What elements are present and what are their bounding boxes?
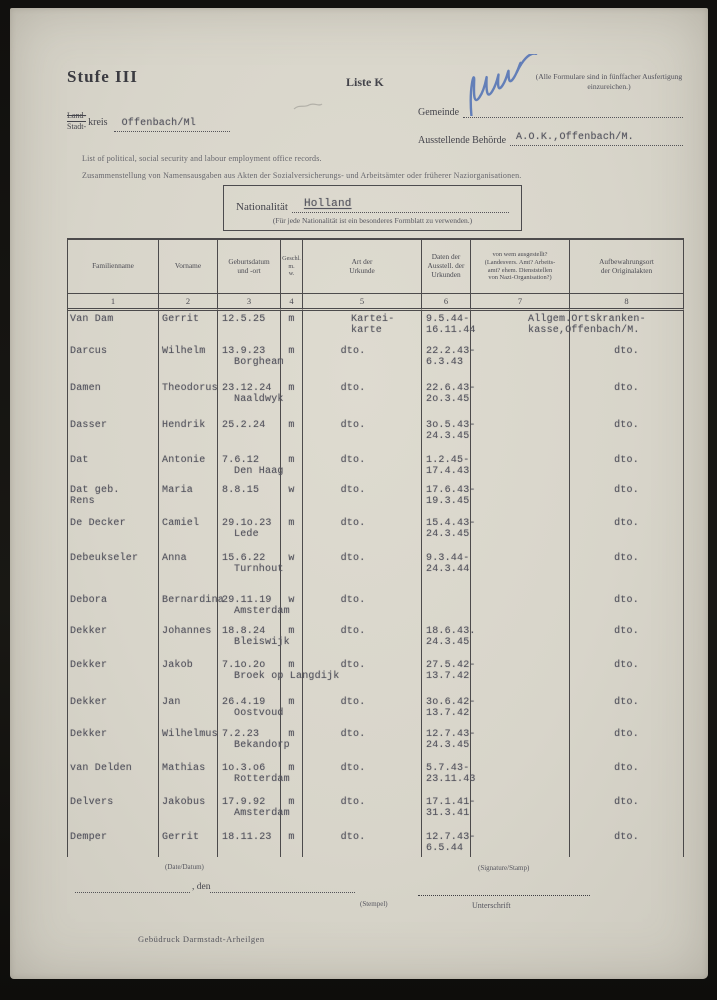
- column-number: 5: [303, 294, 422, 311]
- column-header: Geburtsdatum und -ort: [218, 240, 281, 294]
- cell-daten: 3o.6.42- 13.7.42: [422, 694, 471, 726]
- land-stadt-fraction: [67, 111, 86, 131]
- cell-daten: 15.4.43- 24.3.45: [422, 515, 471, 550]
- cell-geburtsdatum-ort: 18.11.23: [218, 829, 281, 857]
- cell-familienname: Damen: [68, 380, 159, 417]
- cell-familienname: Dekker: [68, 726, 159, 760]
- cell-art-der-urkunde: dto.: [303, 417, 422, 452]
- cell-von-wem-ausgestellt: [471, 623, 570, 657]
- cell-geburtsdatum-ort: 7.1o.2o Broek op Langdijk: [218, 657, 281, 694]
- cell-geschlecht: m: [281, 515, 303, 550]
- cell-vorname: Jakobus: [159, 794, 218, 829]
- cell-aufbewahrungsort: dto.: [570, 417, 684, 452]
- column-header: Familienname: [68, 240, 159, 294]
- column-header: Geschl. m. w.: [281, 240, 303, 294]
- cell-von-wem-ausgestellt: [471, 794, 570, 829]
- cell-geburtsdatum-ort: 29.1o.23 Lede: [218, 515, 281, 550]
- copies-note: (Alle Formulare sind in fünffacher Ausfertigung einzureichen.): [535, 72, 683, 92]
- cell-art-der-urkunde: dto.: [303, 452, 422, 482]
- cell-geburtsdatum-ort: 18.8.24 Bleiswijk: [218, 623, 281, 657]
- cell-aufbewahrungsort: Allgem.Ortskranken- kasse,Offenbach/M.: [570, 311, 684, 343]
- cell-geschlecht: m: [281, 760, 303, 794]
- kreis-input-line: [114, 112, 230, 132]
- date-label: (Date/Datum): [165, 863, 204, 871]
- cell-vorname: Theodorus: [159, 380, 218, 417]
- cell-daten: 9.3.44- 24.3.44: [422, 550, 471, 592]
- cell-daten: 12.7.43- 24.3.45: [422, 726, 471, 760]
- cell-daten: 17.1.41- 31.3.41: [422, 794, 471, 829]
- cell-vorname: Wilhelm: [159, 343, 218, 380]
- cell-von-wem-ausgestellt: [471, 380, 570, 417]
- cell-geschlecht: m: [281, 657, 303, 694]
- cell-geburtsdatum-ort: 12.5.25: [218, 311, 281, 343]
- cell-von-wem-ausgestellt: [471, 829, 570, 857]
- cell-familienname: Darcus: [68, 343, 159, 380]
- kreis-value: Offenbach/Ml: [121, 118, 196, 129]
- cell-aufbewahrungsort: dto.: [570, 829, 684, 857]
- cell-geburtsdatum-ort: 1o.3.o6 Rotterdam: [218, 760, 281, 794]
- stadt-label: Stadt-: [67, 122, 87, 131]
- cell-daten: 27.5.42- 13.7.42: [422, 657, 471, 694]
- cell-geschlecht: m: [281, 794, 303, 829]
- cell-geburtsdatum-ort: 23.12.24 Naaldwyk: [218, 380, 281, 417]
- description-english: List of political, social security and labour employment office records.: [82, 154, 322, 163]
- cell-art-der-urkunde: dto.: [303, 760, 422, 794]
- cell-art-der-urkunde: dto.: [303, 343, 422, 380]
- cell-von-wem-ausgestellt: [471, 482, 570, 515]
- document-page: [10, 8, 708, 979]
- cell-daten: 18.6.43. 24.3.45: [422, 623, 471, 657]
- nationality-row: [236, 193, 509, 213]
- cell-geburtsdatum-ort: 17.9.92 Amsterdam: [218, 794, 281, 829]
- cell-geburtsdatum-ort: 7.2.23 Bekandorp: [218, 726, 281, 760]
- cell-geschlecht: m: [281, 623, 303, 657]
- cell-geburtsdatum-ort: 7.6.12 Den Haag: [218, 452, 281, 482]
- cell-vorname: Wilhelmus: [159, 726, 218, 760]
- cell-vorname: Jan: [159, 694, 218, 726]
- cell-aufbewahrungsort: dto.: [570, 343, 684, 380]
- cell-von-wem-ausgestellt: [471, 550, 570, 592]
- cell-daten: 17.6.43- 19.3.45: [422, 482, 471, 515]
- cell-aufbewahrungsort: dto.: [570, 550, 684, 592]
- records-table: [67, 238, 684, 857]
- cell-von-wem-ausgestellt: [471, 417, 570, 452]
- behoerde-field: [418, 126, 683, 146]
- nationality-value: Holland: [303, 198, 352, 210]
- cell-familienname: Debeukseler: [68, 550, 159, 592]
- cell-von-wem-ausgestellt: [471, 726, 570, 760]
- cell-art-der-urkunde: dto.: [303, 694, 422, 726]
- cell-von-wem-ausgestellt: [471, 760, 570, 794]
- place-line: [75, 891, 190, 893]
- cell-daten: 12.7.43- 6.5.44: [422, 829, 471, 857]
- column-header: Daten der Ausstell. der Urkunden: [422, 240, 471, 294]
- cell-vorname: Hendrik: [159, 417, 218, 452]
- column-number: 4: [281, 294, 303, 311]
- cell-geschlecht: m: [281, 694, 303, 726]
- liste-label: Liste K: [346, 75, 384, 89]
- cell-familienname: Dekker: [68, 694, 159, 726]
- column-number: 1: [68, 294, 159, 311]
- column-number: 7: [471, 294, 570, 311]
- pencil-mark: [291, 98, 325, 114]
- behoerde-label: Ausstellende Behörde: [418, 135, 507, 146]
- cell-familienname: Dat geb. Rens: [68, 482, 159, 515]
- kreis-label: kreis: [88, 117, 108, 128]
- cell-geburtsdatum-ort: 29.11.19 Amsterdam: [218, 592, 281, 623]
- cell-von-wem-ausgestellt: [471, 592, 570, 623]
- cell-aufbewahrungsort: dto.: [570, 592, 684, 623]
- cell-aufbewahrungsort: dto.: [570, 452, 684, 482]
- signature-label: (Signature/Stamp): [478, 864, 530, 872]
- column-header: Art der Urkunde: [303, 240, 422, 294]
- cell-aufbewahrungsort: dto.: [570, 726, 684, 760]
- column-header: Aufbewahrungsort der Originalakten: [570, 240, 684, 294]
- cell-art-der-urkunde: dto.: [303, 592, 422, 623]
- cell-art-der-urkunde: dto.: [303, 482, 422, 515]
- nationality-input-line: [292, 193, 509, 213]
- unterschrift-label: Unterschrift: [472, 901, 511, 910]
- land-label: Land-: [67, 111, 86, 122]
- cell-art-der-urkunde: Kartei- karte: [303, 311, 422, 343]
- cell-art-der-urkunde: dto.: [303, 794, 422, 829]
- cell-geschlecht: w: [281, 592, 303, 623]
- cell-familienname: Dekker: [68, 657, 159, 694]
- cell-geburtsdatum-ort: 15.6.22 Turnhout: [218, 550, 281, 592]
- den-label: , den: [192, 882, 211, 892]
- column-number: 6: [422, 294, 471, 311]
- cell-familienname: Delvers: [68, 794, 159, 829]
- cell-geschlecht: m: [281, 829, 303, 857]
- cell-art-der-urkunde: dto.: [303, 550, 422, 592]
- cell-aufbewahrungsort: dto.: [570, 694, 684, 726]
- column-number: 3: [218, 294, 281, 311]
- cell-daten: 5.7.43- 23.11.43: [422, 760, 471, 794]
- printer-note: Gebüdruck Darmstadt-Arheilgen: [138, 934, 265, 944]
- cell-geschlecht: w: [281, 550, 303, 592]
- cell-daten: [422, 592, 471, 623]
- cell-familienname: van Delden: [68, 760, 159, 794]
- cell-vorname: Gerrit: [159, 829, 218, 857]
- gemeinde-field: [418, 104, 683, 118]
- cell-vorname: Johannes: [159, 623, 218, 657]
- behoerde-input-line: [510, 126, 683, 146]
- cell-geschlecht: m: [281, 380, 303, 417]
- nationality-box: [223, 185, 522, 231]
- cell-geschlecht: m: [281, 417, 303, 452]
- cell-art-der-urkunde: dto.: [303, 380, 422, 417]
- cell-familienname: Dat: [68, 452, 159, 482]
- stempel-label: (Stempel): [360, 900, 388, 908]
- cell-aufbewahrungsort: dto.: [570, 515, 684, 550]
- cell-geburtsdatum-ort: 13.9.23 Borgheam: [218, 343, 281, 380]
- cell-daten: 1.2.45- 17.4.43: [422, 452, 471, 482]
- cell-vorname: Maria: [159, 482, 218, 515]
- cell-vorname: Jakob: [159, 657, 218, 694]
- column-number: 2: [159, 294, 218, 311]
- cell-vorname: Antonie: [159, 452, 218, 482]
- cell-aufbewahrungsort: dto.: [570, 380, 684, 417]
- cell-geschlecht: m: [281, 726, 303, 760]
- cell-aufbewahrungsort: dto.: [570, 482, 684, 515]
- form-level-title: Stufe III: [67, 67, 138, 86]
- cell-daten: 22.2.43- 6.3.43: [422, 343, 471, 380]
- cell-aufbewahrungsort: dto.: [570, 623, 684, 657]
- cell-geburtsdatum-ort: 8.8.15: [218, 482, 281, 515]
- cell-familienname: Debora: [68, 592, 159, 623]
- signature-line: [418, 894, 590, 896]
- cell-von-wem-ausgestellt: [471, 694, 570, 726]
- behoerde-value: A.O.K.,Offenbach/M.: [516, 132, 634, 143]
- cell-vorname: Bernardina: [159, 592, 218, 623]
- cell-daten: 22.6.43- 2o.3.45: [422, 380, 471, 417]
- cell-art-der-urkunde: dto.: [303, 623, 422, 657]
- cell-familienname: Demper: [68, 829, 159, 857]
- nationality-label: Nationalität: [236, 201, 288, 213]
- cell-art-der-urkunde: dto.: [303, 657, 422, 694]
- cell-geschlecht: m: [281, 343, 303, 380]
- cell-geburtsdatum-ort: 26.4.19 Oostvoud: [218, 694, 281, 726]
- cell-aufbewahrungsort: dto.: [570, 657, 684, 694]
- cell-von-wem-ausgestellt: [471, 657, 570, 694]
- cell-art-der-urkunde: dto.: [303, 726, 422, 760]
- cell-vorname: Anna: [159, 550, 218, 592]
- cell-vorname: Gerrit: [159, 311, 218, 343]
- date-line: [210, 891, 355, 893]
- cell-art-der-urkunde: dto.: [303, 829, 422, 857]
- column-number: 8: [570, 294, 684, 311]
- cell-familienname: Dasser: [68, 417, 159, 452]
- cell-aufbewahrungsort: dto.: [570, 760, 684, 794]
- cell-familienname: Van Dam: [68, 311, 159, 343]
- cell-geschlecht: m: [281, 311, 303, 343]
- nationality-note: (Für jede Nationalität ist ein besonderes Formblatt zu verwenden.): [272, 216, 473, 225]
- cell-von-wem-ausgestellt: [471, 452, 570, 482]
- cell-daten: 9.5.44- 16.11.44: [422, 311, 471, 343]
- gemeinde-input-line: [463, 104, 683, 118]
- cell-geschlecht: w: [281, 482, 303, 515]
- cell-von-wem-ausgestellt: [471, 343, 570, 380]
- column-header: von wem ausgestellt? (Landesvers. Amt? Arbeits- amt? ehem. Dienststellen von Nazi-Organisation?): [471, 240, 570, 294]
- description-german: Zusammenstellung von Namensausgaben aus Akten der Sozialversicherungs- und Arbeitsämter oder früherer Naziorganisationen.: [82, 171, 522, 180]
- column-header: Vorname: [159, 240, 218, 294]
- cell-vorname: Camiel: [159, 515, 218, 550]
- cell-art-der-urkunde: dto.: [303, 515, 422, 550]
- cell-daten: 3o.5.43- 24.3.45: [422, 417, 471, 452]
- kreis-field: [67, 110, 230, 132]
- cell-geschlecht: m: [281, 452, 303, 482]
- cell-von-wem-ausgestellt: [471, 515, 570, 550]
- cell-familienname: De Decker: [68, 515, 159, 550]
- cell-aufbewahrungsort: dto.: [570, 794, 684, 829]
- cell-familienname: Dekker: [68, 623, 159, 657]
- cell-vorname: Mathias: [159, 760, 218, 794]
- cell-geburtsdatum-ort: 25.2.24: [218, 417, 281, 452]
- gemeinde-label: Gemeinde: [418, 107, 460, 118]
